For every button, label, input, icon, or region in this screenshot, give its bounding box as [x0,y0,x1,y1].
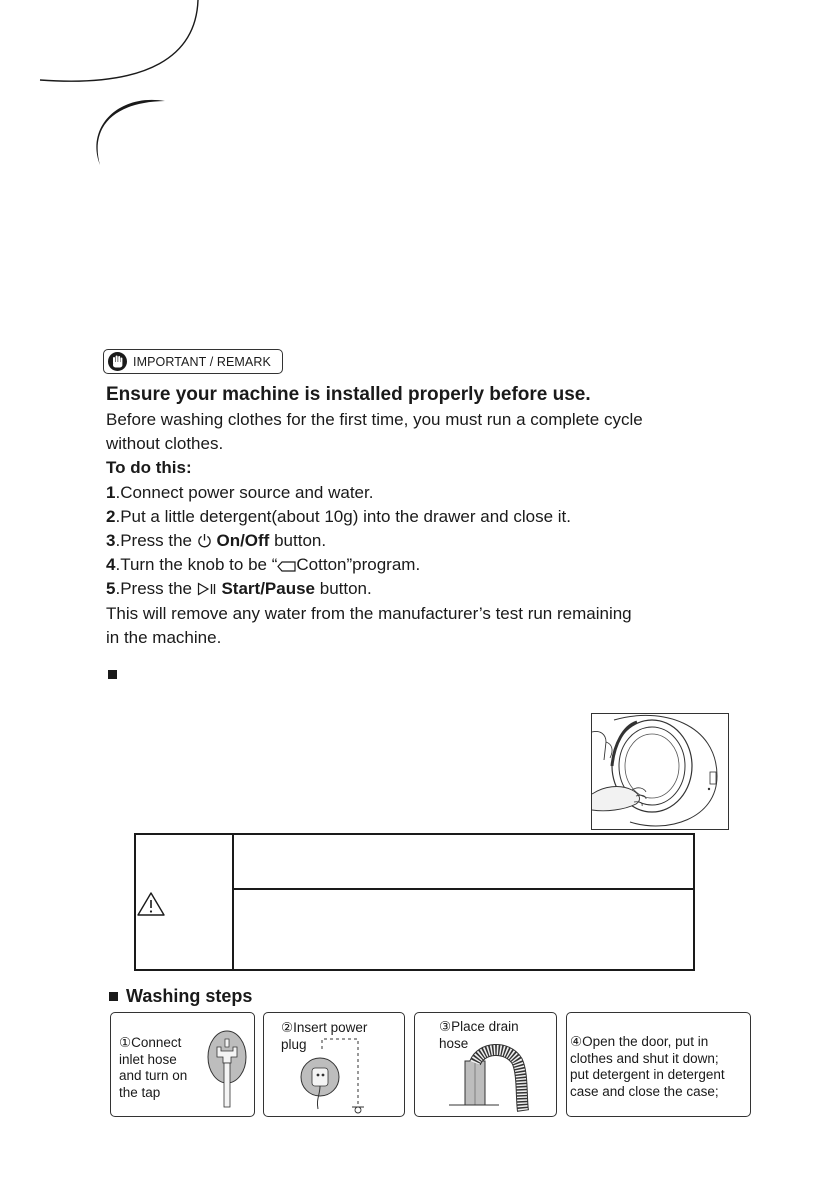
outro-line: in the machine. [106,627,222,647]
drain-hose-icon [449,1041,549,1115]
hand-stop-icon [108,352,127,371]
step-card-text: ②Insert power plug [281,1020,368,1052]
step-item-1: 1.Connect power source and water. [106,482,374,502]
warning-row [234,890,693,969]
step-item-4: 4.Turn the knob to be “ Cotton”program. [106,555,421,575]
todo-label: To do this: [106,458,192,478]
decorative-swoosh [0,0,839,200]
washing-steps-heading [109,986,252,1007]
washing-step-card-1 [110,1012,255,1117]
intro-line: without clothes. [106,434,224,454]
tap-hose-icon [205,1027,249,1111]
washing-step-card-3 [414,1012,557,1117]
important-remark-label: IMPORTANT / REMARK [133,354,271,369]
washing-step-card-2 [263,1012,405,1117]
outro-line: This will remove any water from the manufacturer’s test run remaining [106,603,632,623]
first-use-instructions [106,408,766,650]
warning-row [234,835,693,890]
step-card-text: ③Place drain hose [439,1019,519,1051]
start-pause-icon [197,582,217,596]
section-heading: Ensure your machine is installed properly before use. [106,384,591,405]
step-item-2: 2.Put a little detergent(about 10g) into the drawer and close it. [106,506,571,526]
step-card-text: ①Connect inlet hose and turn on the tap [119,1035,188,1100]
bullet-square [108,670,117,679]
washing-steps-title: Washing steps [126,986,253,1006]
washing-step-card-4 [566,1012,751,1117]
step-item-5: 5.Press the Start/Pause button. [106,579,372,599]
warning-triangle-icon [136,891,166,917]
step-card-text: ④Open the door, put in clothes and shut it down; put detergent in detergent case and close the case; [570,1034,725,1099]
power-plug-icon [294,1031,394,1115]
step-item-3: 3.Press the On/Off button. [106,531,327,551]
cotton-program-icon [277,561,296,572]
door-seal-illustration [591,713,729,830]
intro-line: Before washing clothes for the first time, you must run a complete cycle [106,410,643,429]
warning-icon-cell [136,835,234,969]
warning-table [134,833,695,971]
power-icon [197,533,212,548]
important-remark-badge [103,349,283,374]
bullet-square [109,992,118,1001]
